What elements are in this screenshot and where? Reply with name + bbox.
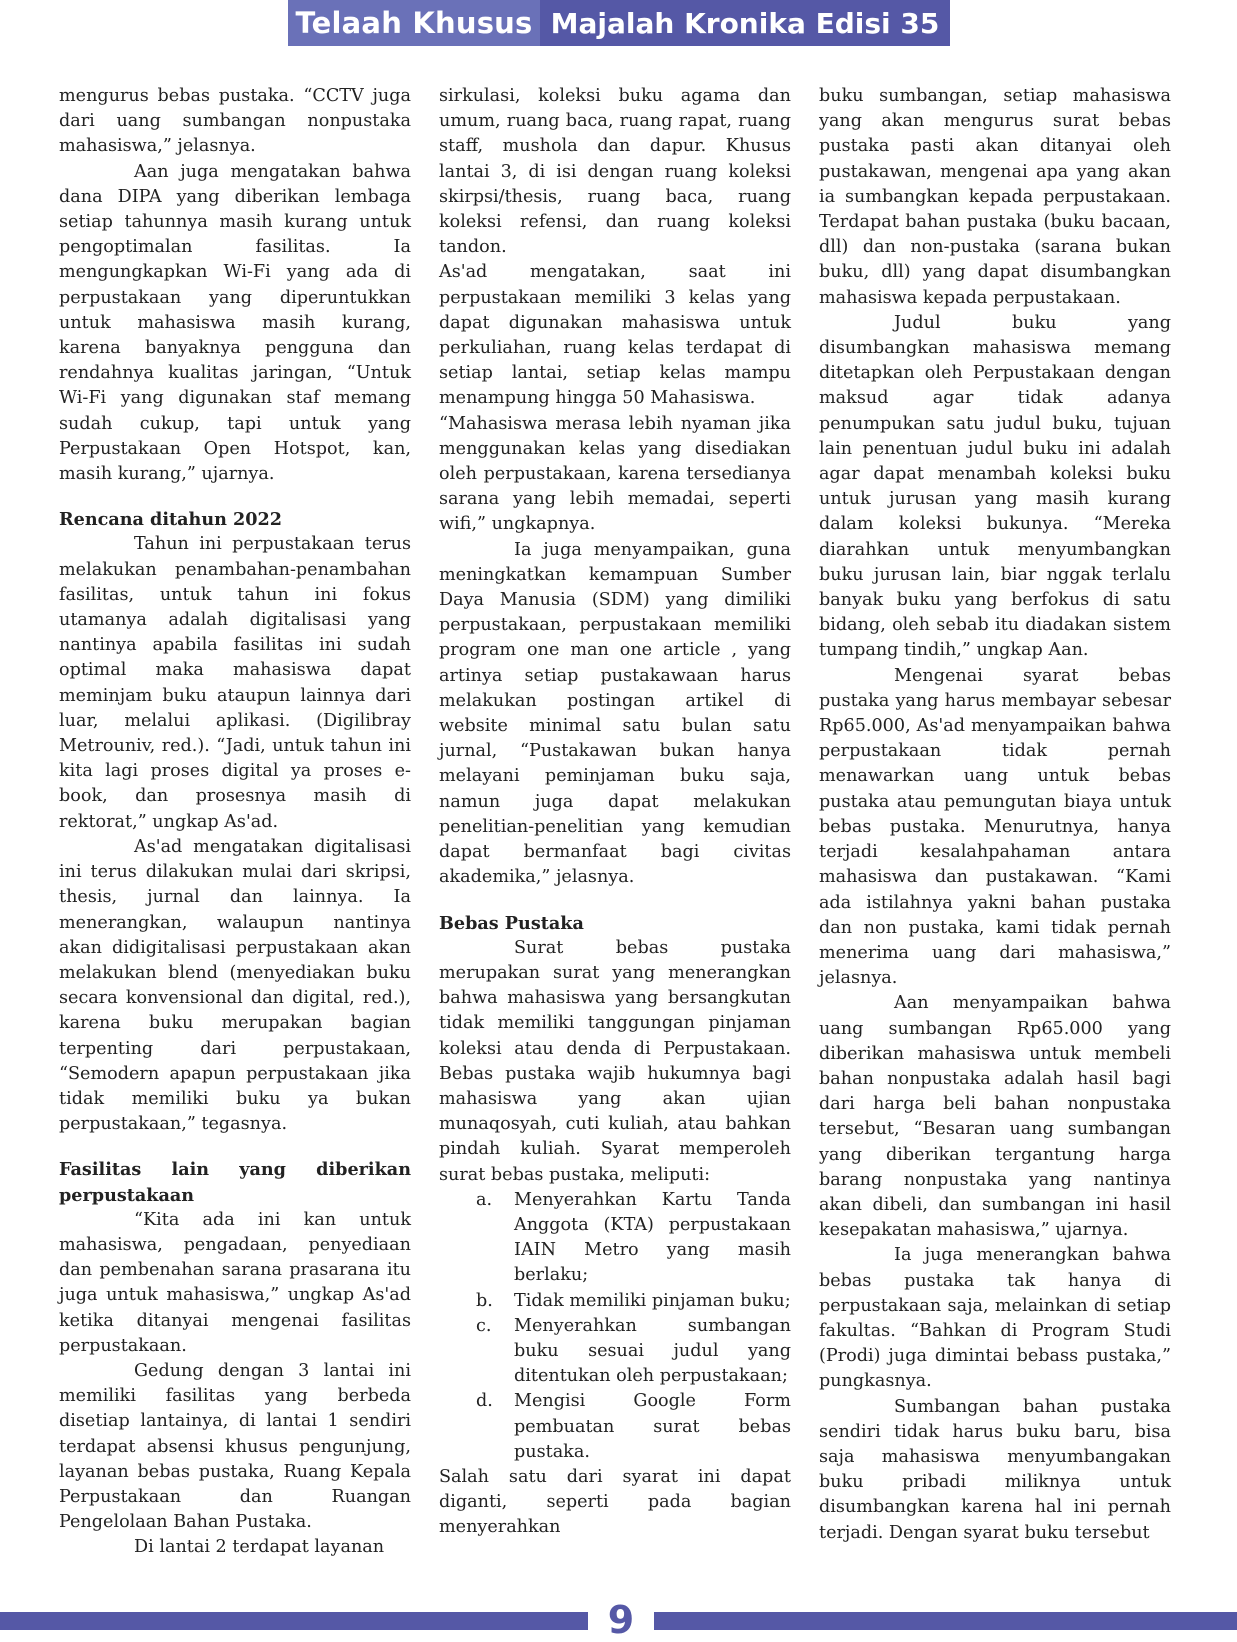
paragraph: Ia juga menyampaikan, guna meningkatkan kemampuan Sumber Daya Manusia (SDM) yang dimiliki perpustakaan, perpustakaan memiliki program one man one article , yang artinya setiap pustakawaan harus melakukan postingan artikel di website minimal satu bulan satu jurnal, “Pustakawan bukan hanya melayani peminjaman buku saja, namun juga dapat melakukan penelitian-penelitian yang kemudian dapat bermanfaat bagi civitas akademika,” jelasnya. — [439, 539, 791, 888]
list-item — [476, 1188, 791, 1289]
list-text: Mengisi Google Form pembuatan surat bebas pustaka. — [514, 1391, 791, 1462]
paragraph: “Kita ada ini kan untuk mahasiswa, pengadaan, penyediaan dan pembenahan sarana prasarana itu juga untuk mahasiswa,” ungkap As'ad ketika ditanyai mengenai fasilitas perpustakaan. — [59, 1209, 411, 1356]
paragraph: As'ad mengatakan, saat ini perpustakaan memiliki 3 kelas yang dapat digunakan mahasiswa untuk perkuliahan, ruang kelas terdapat di setiap lantai, setiap kelas mampu menampung hingga 50 Mahasiswa. — [439, 262, 791, 409]
paragraph: Tahun ini perpustakaan terus melakukan penambahan-penambahan fasilitas, untuk tahun ini fokus utamanya adalah digitalisasi yang nantinya apabila fasilitas ini sudah optimal maka mahasiswa dapat meminjam buku ataupun lainnya dari luar, melalui aplikasi. (Digilibray Metrouniv, red.). “Jadi, untuk tahun ini kita lagi proses digital ya proses e-book, dan prosesnya masih di rektorat,” ungkap As'ad. — [59, 534, 411, 832]
list-item — [476, 1314, 791, 1390]
list-text: Menyerahkan sumbangan buku sesuai judul yang ditentukan oleh perpustakaan; — [514, 1315, 791, 1387]
paragraph: Surat bebas pustaka merupakan surat yang menerangkan bahwa mahasiswa yang bersangkutan tidak memiliki tanggungan pinjaman koleksi atau denda di Perpustakaan. Bebas pustaka wajib hukumnya bagi mahasiswa yang akan ujian munaqosyah, cuti kuliah, atau bahkan pindah kuliah. Syarat memperoleh surat bebas pustaka, meliputi: — [439, 937, 791, 1185]
list-marker: a. — [476, 1189, 493, 1210]
section-heading: Rencana ditahun 2022 — [59, 509, 283, 531]
article-body — [59, 84, 1171, 1558]
list-marker: d. — [476, 1391, 493, 1412]
column-3 — [819, 84, 1171, 1554]
list-text: Tidak memiliki pinjaman buku; — [514, 1290, 791, 1311]
paragraph: “Mahasiswa merasa lebih nyaman jika menggunakan kelas yang disediakan oleh perpustakaan, karena tersedianya sarana yang lebih memadai, seperti wifi,” ungkapnya. — [439, 413, 791, 535]
page-header — [288, 0, 950, 46]
list-text: Menyerahkan Kartu Tanda Anggota (KTA) perpustakaan IAIN Metro yang masih berlaku; — [514, 1189, 791, 1286]
paragraph: Gedung dengan 3 lantai ini memiliki fasilitas yang berbeda disetiap lantainya, di lantai 1 sendiri terdapat absensi khusus pengunjung, layanan bebas pustaka, Ruang Kepala Perpustakaan dan Ruangan Pengelolaan Bahan Pustaka. — [59, 1360, 411, 1533]
footer-bar-left — [0, 1612, 588, 1630]
paragraph: Salah satu dari syarat ini dapat diganti, seperti pada bagian menyerahkan — [439, 1466, 791, 1538]
footer-bar-right — [654, 1612, 1237, 1630]
list-marker: c. — [476, 1315, 492, 1336]
section-heading: Bebas Pustaka — [439, 912, 584, 934]
list-item — [476, 1289, 791, 1314]
list-marker: b. — [476, 1290, 493, 1311]
paragraph: Sumbangan bahan pustaka sendiri tidak harus buku baru, bisa saja mahasiswa menyumbangakan buku pribadi miliknya untuk disumbangkan karena hal ini pernah terjadi. Dengan syarat buku tersebut — [819, 1396, 1171, 1543]
page-number: 9 — [607, 1598, 635, 1642]
section-label: Telaah Khusus — [288, 0, 540, 46]
paragraph: Judul buku yang disumbangkan mahasiswa memang ditetapkan oleh Perpustakaan dengan maksud agar tidak adanya penumpukan satu judul buku, tujuan lain penentuan judul buku ini adalah agar dapat menambah koleksi buku untuk jurusan yang masih kurang dalam koleksi bukunya. “Mereka diarahkan untuk menyumbangkan buku jurusan lain, biar nggak terlalu banyak buku yang berfokus di satu bidang, oleh sebab itu diadakan sistem tumpang tindih,” ungkap Aan. — [819, 312, 1171, 661]
paragraph: As'ad mengatakan digitalisasi ini terus dilakukan mulai dari skripsi, thesis, jurnal dan lainnya. Ia menerangkan, walaupun nantinya akan didigitalisasi perpustakaan akan melakukan blend (menyediakan buku secara konvensional dan digital, red.), karena buku merupakan bagian terpenting dari perpustakaan, “Semodern apapun perpustakaan jika tidak memiliki buku ya bukan perpustakaan,” tegasnya. — [59, 836, 411, 1135]
section-heading: Fasilitas lain yang diberikan perpustakaan — [59, 1159, 411, 1206]
column-2 — [439, 84, 791, 1554]
paragraph: Aan juga mengatakan bahwa dana DIPA yang diberikan lembaga setiap tahunnya masih kurang untuk pengoptimalan fasilitas. Ia mengungkapkan Wi-Fi yang ada di perpustakaan yang diperuntukkan untuk mahasiswa masih kurang, karena banyaknya pengguna dan rendahnya kualitas jaringan, “Untuk Wi-Fi yang digunakan staf memang sudah cukup, tapi untuk yang Perpustakaan Open Hotspot, kan, masih kurang,” ujarnya. — [59, 161, 411, 485]
requirements-list — [439, 1188, 791, 1465]
paragraph: Ia juga menerangkan bahwa bebas pustaka tak hanya di perpustakaan saja, melainkan di setiap fakultas. “Bahkan di Program Studi (Prodi) juga dimintai bebass pustaka,” pungkasnya. — [819, 1245, 1171, 1392]
column-1 — [59, 84, 411, 1558]
list-item — [476, 1389, 791, 1465]
paragraph: buku sumbangan, setiap mahasiswa yang akan mengurus surat bebas pustaka pasti akan ditanyai oleh pustakawan, mengenai apa yang akan ia sumbangkan kepada perpustakaan. Terdapat bahan pustaka (buku bacaan, dll) dan non-pustaka (sarana bukan buku, dll) yang dapat disumbangkan mahasiswa kepada perpustakaan. — [819, 86, 1171, 308]
page-footer — [0, 1598, 1237, 1642]
paragraph: Di lantai 2 terdapat layanan — [134, 1537, 385, 1558]
paragraph: sirkulasi, koleksi buku agama dan umum, ruang baca, ruang rapat, ruang staff, mushola dan dapur. Khusus lantai 3, di isi dengan ruang koleksi skirpsi/thesis, ruang baca, ruang koleksi refensi, dan ruang koleksi tandon. — [439, 86, 791, 258]
magazine-title: Majalah Kronika Edisi 35 — [540, 0, 950, 46]
paragraph: Mengenai syarat bebas pustaka yang harus membayar sebesar Rp65.000, As'ad menyampaikan bahwa perpustakaan tidak pernah menawarkan uang untuk bebas pustaka atau pemungutan biaya untuk bebas pustaka. Menurutnya, hanya terjadi kesalahpahaman antara mahasiswa dan pustakawan. “Kami ada istilahnya yakni bahan pustaka dan non pustaka, kami tidak pernah menerima uang dari mahasiswa,” jelasnya. — [819, 665, 1171, 989]
paragraph: mengurus bebas pustaka. “CCTV juga dari uang sumbangan nonpustaka mahasiswa,” jelasnya. — [59, 86, 411, 157]
paragraph: Aan menyampaikan bahwa uang sumbangan Rp65.000 yang diberikan mahasiswa untuk membeli bahan nonpustaka adalah hasil bagi dari harga beli bahan nonpustaka tersebut, “Besaran uang sumbangan yang diberikan tergantung harga barang nonpustaka yang nantinya akan dibeli, dan sumbangan ini hasil kesepakatan mahasiswa,” ujarnya. — [819, 993, 1171, 1241]
